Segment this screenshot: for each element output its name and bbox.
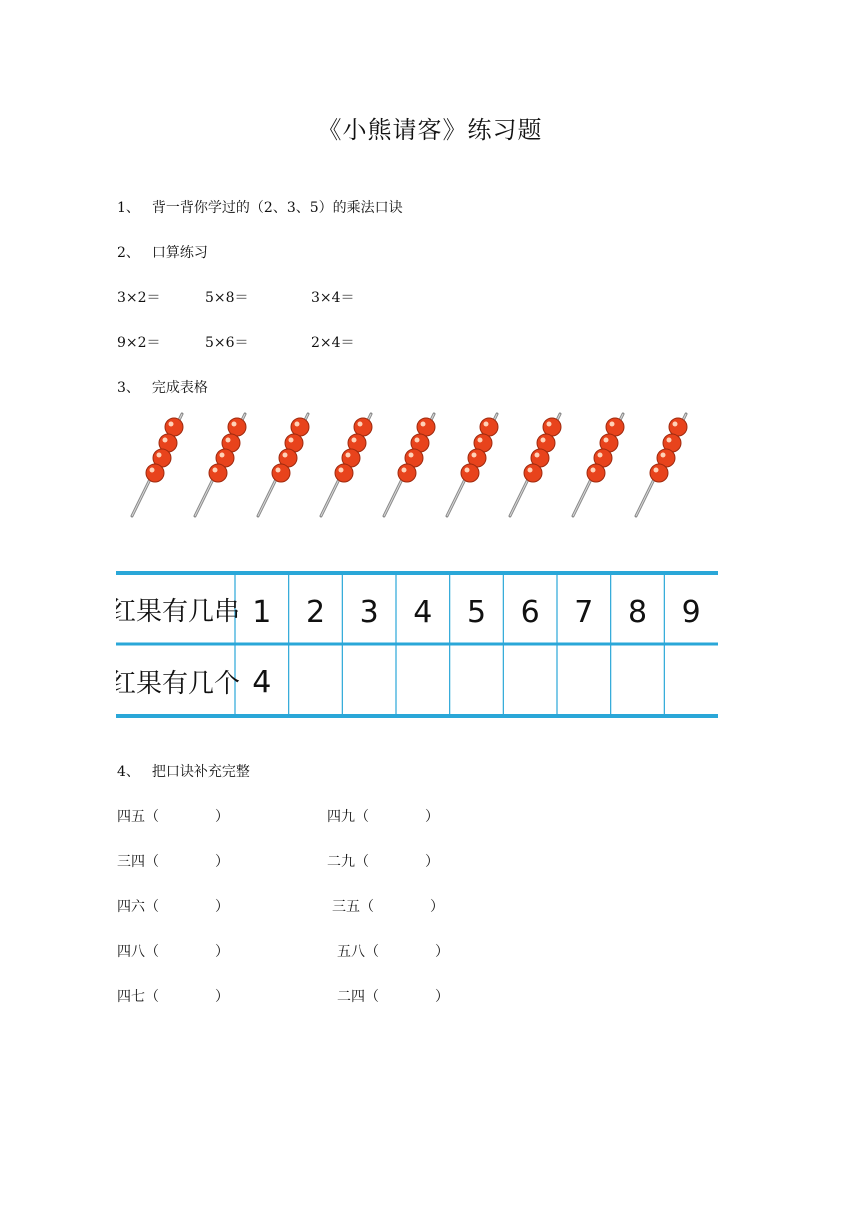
rhyme-item: 三五（ ）: [332, 899, 444, 915]
question-text: 口算练习: [151, 245, 208, 261]
haw-berry: [650, 464, 668, 482]
haw-berry: [461, 464, 479, 482]
question-1: [117, 197, 403, 217]
haw-berry: [606, 418, 624, 436]
haw-skewer: [510, 414, 561, 516]
table-header-cell: 8: [627, 595, 648, 630]
haw-berry: [209, 464, 227, 482]
question-3: [117, 377, 208, 397]
question-text: 完成表格: [151, 380, 208, 396]
haw-berry: [398, 464, 416, 482]
question-number: 1、: [117, 200, 140, 216]
haw-berry: [228, 418, 246, 436]
rhyme-item: 四六（ ）: [117, 899, 229, 915]
table-header-cell: 1: [252, 595, 272, 630]
rhyme-item: 四九（ ）: [327, 809, 439, 825]
fill-in-table: [116, 568, 720, 724]
table-header-cell: 7: [574, 595, 594, 630]
haw-berry: [587, 464, 605, 482]
haw-berry: [354, 418, 372, 436]
question-text: 背一背你学过的（2、3、5）的乘法口诀: [151, 200, 403, 216]
table-row-label: 红果有几个: [116, 669, 241, 699]
haw-berry: [669, 418, 687, 436]
table-answer-cell: 4: [252, 665, 272, 700]
haw-skewer: [636, 414, 687, 516]
question-4: [117, 761, 250, 781]
table-header-cell: 2: [305, 595, 326, 630]
candied-haws-illustration: [116, 408, 716, 526]
table-row-label: 红果有几串: [116, 597, 241, 627]
haw-berry: [165, 418, 183, 436]
question-number: 3、: [117, 380, 140, 396]
table-header-cell: 3: [359, 595, 379, 630]
haw-skewer: [321, 414, 372, 516]
rhyme-item: 四七（ ）: [117, 989, 229, 1005]
haw-berry: [272, 464, 290, 482]
rhyme-item: 五八（ ）: [337, 944, 449, 960]
rhyme-item: 二九（ ）: [327, 854, 439, 870]
rhyme-item: 二四（ ）: [337, 989, 449, 1005]
table-header-cell: 6: [520, 595, 540, 630]
haw-skewer: [258, 414, 309, 516]
calc-item: 3×4＝: [311, 290, 355, 306]
haw-berry: [543, 418, 561, 436]
calc-item: 9×2＝: [117, 335, 161, 351]
table-header-cell: 9: [681, 595, 701, 630]
page-title: 《小熊请客》练习题: [317, 116, 543, 144]
table-header-cell: 4: [413, 595, 433, 630]
calc-item: 5×6＝: [205, 335, 249, 351]
haw-berry: [480, 418, 498, 436]
haw-berry: [524, 464, 542, 482]
haw-berry: [335, 464, 353, 482]
haw-skewer: [195, 414, 246, 516]
rhyme-item: 四八（ ）: [117, 944, 229, 960]
haw-berry: [146, 464, 164, 482]
question-2: [117, 242, 208, 262]
haw-skewer: [132, 414, 183, 516]
table-header-cell: 5: [466, 595, 487, 630]
haw-berry: [291, 418, 309, 436]
haw-berry: [417, 418, 435, 436]
haw-skewer: [573, 414, 624, 516]
haw-skewer: [384, 414, 435, 516]
question-number: 2、: [117, 245, 140, 261]
calc-item: 5×8＝: [205, 290, 249, 306]
question-text: 把口诀补充完整: [151, 764, 250, 780]
calc-item: 3×2＝: [117, 290, 161, 306]
calc-item: 2×4＝: [311, 335, 355, 351]
rhyme-item: 三四（ ）: [117, 854, 229, 870]
rhyme-item: 四五（ ）: [117, 809, 229, 825]
haw-skewer: [447, 414, 498, 516]
question-number: 4、: [117, 764, 140, 780]
